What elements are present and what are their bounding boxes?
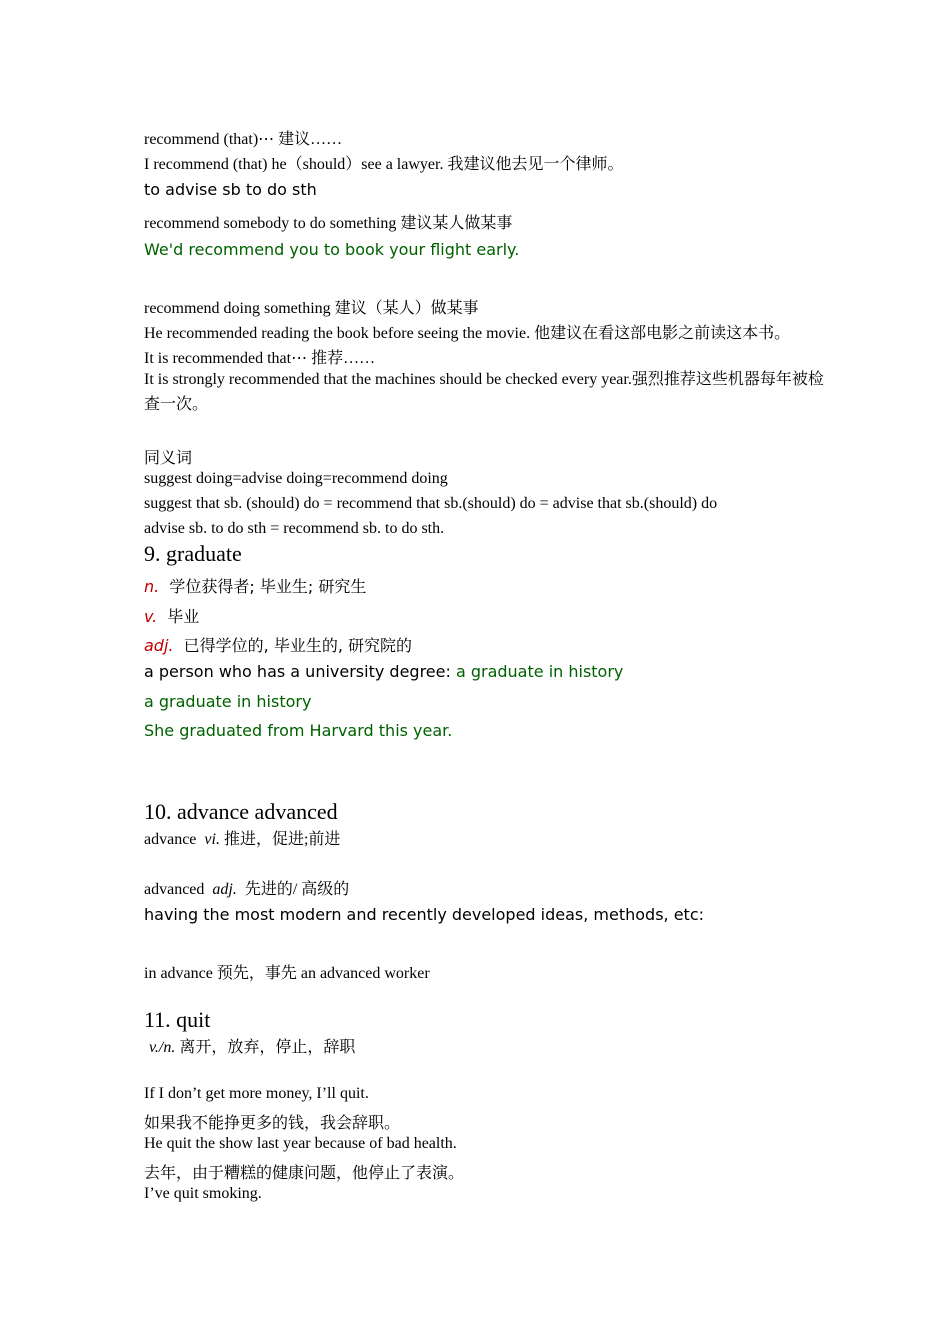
example-translation: 如果我不能挣更多的钱，我会辞职。: [144, 1115, 401, 1132]
example-translation: 去年，由于糟糕的健康问题，他停止了表演。: [144, 1165, 465, 1182]
usage-line: recommend (that)⋯ 建议……: [144, 131, 343, 148]
example-phrase: a graduate in history: [455, 662, 624, 681]
example-sentence: a graduate in history: [144, 692, 312, 711]
pos-label: adj.: [144, 636, 174, 655]
word: advanced: [144, 881, 213, 898]
usage-line: recommend doing something 建议（某人）做某事: [144, 300, 479, 317]
synonyms-heading: 同义词: [144, 450, 193, 467]
entry-heading: 11. quit: [144, 1007, 211, 1032]
example-sentence: He quit the show last year because of bad health.: [144, 1135, 457, 1152]
definition-line: [144, 662, 623, 681]
example-sentence: He recommended reading the book before seeing the movie. 他建议在看这部电影之前读这本书。: [144, 325, 791, 342]
pos-label: vi.: [204, 831, 220, 848]
example-sentence: I recommend (that) he（should）see a lawyer. 我建议他去见一个律师。: [144, 156, 624, 173]
entry-heading: 10. advance advanced: [144, 799, 338, 824]
definition-line: having the most modern and recently developed ideas, methods, etc:: [144, 905, 705, 924]
definition-text: 学位获得者; 毕业生; 研究生: [169, 577, 367, 596]
definition-text: a person who has a university degree:: [144, 662, 456, 681]
pos-definition: [149, 1034, 355, 1057]
pos-definition: [144, 826, 340, 849]
example-sentence: We'd recommend you to book your flight early.: [144, 240, 520, 259]
usage-line: It is recommended that⋯ 推荐……: [144, 350, 376, 367]
example-sentence: It is strongly recommended that the machines should be checked every year.强烈推荐这些机器每年被检查一次。: [144, 371, 824, 413]
synonym-line: suggest that sb. (should) do = recommend that sb.(should) do = advise that sb.(should) do: [144, 495, 718, 512]
example-sentence: I’ve quit smoking.: [144, 1185, 262, 1202]
definition-text: 毕业: [167, 607, 200, 626]
pos-definition: [144, 604, 199, 627]
example-sentence: If I don’t get more money, I’ll quit.: [144, 1085, 369, 1102]
definition-text: 先进的/ 高级的: [236, 881, 350, 898]
synonym-line: advise sb. to do sth = recommend sb. to do sth.: [144, 520, 445, 537]
definition-text: 推进，促进;前进: [219, 831, 341, 848]
pos-label: v./n.: [149, 1039, 176, 1056]
pos-label: n.: [144, 577, 160, 596]
definition-text: 离开，放弃，停止，辞职: [175, 1039, 356, 1056]
definition-text: 已得学位的, 毕业生的, 研究院的: [183, 636, 413, 655]
pos-definition: [144, 633, 412, 656]
example-sentence: She graduated from Harvard this year.: [144, 721, 453, 740]
definition-line: to advise sb to do sth: [144, 180, 317, 199]
synonym-line: suggest doing=advise doing=recommend doing: [144, 470, 448, 487]
pos-label: v.: [144, 607, 158, 626]
usage-line: in advance 预先，事先 an advanced worker: [144, 965, 430, 982]
entry-heading: 9. graduate: [144, 541, 242, 566]
word: advance: [144, 831, 205, 848]
pos-definition: [144, 876, 349, 899]
pos-definition: [144, 574, 366, 597]
usage-line: recommend somebody to do something 建议某人做某事: [144, 215, 513, 232]
pos-label: adj.: [212, 881, 237, 898]
